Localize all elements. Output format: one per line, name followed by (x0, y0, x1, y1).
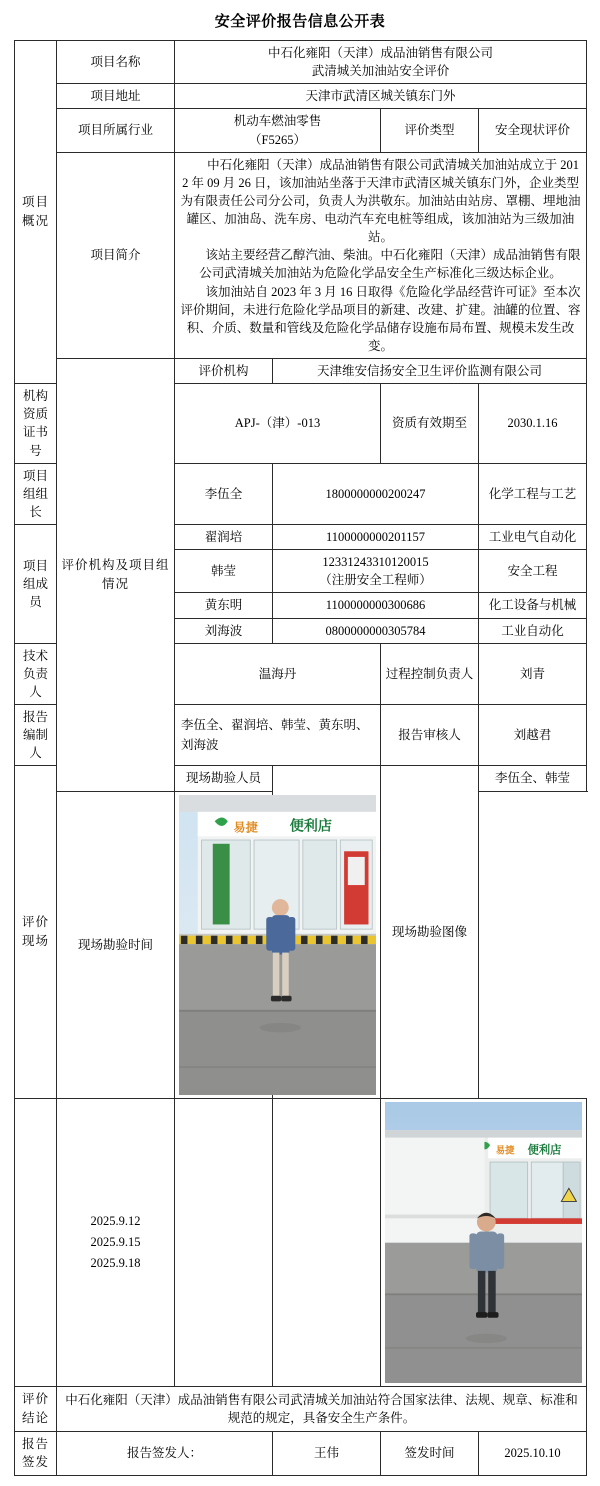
member-name: 翟润培 (175, 525, 273, 550)
member-name: 黄东明 (175, 593, 273, 618)
label-eval-type: 评价类型 (381, 109, 479, 152)
section-label-site-survey-cont (15, 1098, 57, 1386)
table-row (15, 1431, 587, 1476)
section-label-conclusion: 评价结论 (15, 1387, 57, 1432)
svg-text:易捷: 易捷 (495, 1145, 515, 1156)
value-project-name (175, 41, 587, 84)
svg-text:便利店: 便利店 (527, 1144, 562, 1157)
svg-text:易捷: 易捷 (233, 820, 258, 835)
member-cert-no: 0800000000305784 (273, 618, 479, 643)
value-tech-lead: 温海丹 (175, 643, 381, 704)
value-team-leader-no: 1800000000200247 (273, 463, 479, 524)
table-row (15, 152, 587, 358)
value-project-address: 天津市武清区城关镇东门外 (175, 84, 587, 109)
member-major: 工业电气自动化 (479, 525, 587, 550)
label-site-time: 现场勘验时间 (57, 791, 175, 1098)
intro-paragraph-3: 该加油站自 2023 年 3 月 16 日取得《危险化学品经营许可证》至本次评价期间，未进行危险化学品项目的新建、改建、扩建。油罐的位置、容积、介质、数量和管线及危险化学品储存设施布局布置、规模未发生改变。 (180, 284, 581, 353)
section-label-site-survey: 评价现场 (15, 766, 57, 1098)
table-row (15, 41, 587, 84)
value-site-personnel: 李伍全、韩莹 (479, 766, 587, 791)
label-agency-valid: 资质有效期至 (381, 384, 479, 464)
site-date-2: 2025.9.15 (90, 1234, 141, 1249)
label-project-intro: 项目简介 (57, 152, 175, 358)
value-team-leader-major: 化学工程与工艺 (479, 463, 587, 524)
intro-paragraph-1: 中石化雍阳（天津）成品油销售有限公司武清城关加油站成立于 2012 年 09 月 26 日，该加油站坐落于天津市武清区城关镇东门外，企业类型为有限责任公司分公司，负责人为洪敬东。加油站由站房、罩棚、埋地油罐区、加油岛、洗车房、电动汽车充电桩等组成，该加油站为三级加油站。 (180, 157, 581, 245)
value-project-intro (175, 152, 587, 358)
label-signer: 报告签发人： (57, 1431, 273, 1476)
label-agency-cert: 机构资质证书号 (15, 384, 57, 464)
member-cert-no: 1100000000201157 (273, 525, 479, 550)
site-photos-2 (381, 1098, 587, 1386)
label-project-industry: 项目所属行业 (57, 109, 175, 152)
value-project-industry (175, 109, 381, 152)
value-site-dates (57, 1098, 175, 1386)
value-report-reviewer: 刘越君 (479, 705, 587, 766)
member-cert-no: 1100000000300686 (273, 593, 479, 618)
value-conclusion: 中石化雍阳（天津）成品油销售有限公司武清城关加油站符合国家法律、法规、规章、标准和规范的规定，具备安全生产条件。 (57, 1387, 587, 1432)
value-eval-type: 安全现状评价 (479, 109, 587, 152)
site-photo-2 (385, 1102, 582, 1383)
label-project-name: 项目名称 (57, 41, 175, 84)
member-name: 刘海波 (175, 618, 273, 643)
value-agency-valid: 2030.1.16 (479, 384, 587, 464)
member-major: 化工设备与机械 (479, 593, 587, 618)
svg-text:便利店: 便利店 (289, 817, 332, 834)
label-project-address: 项目地址 (57, 84, 175, 109)
member-cert-no-line2: （注册安全工程师） (319, 573, 432, 588)
member-major: 工业自动化 (479, 618, 587, 643)
table-row (15, 84, 587, 109)
site-blank-cell (175, 1098, 273, 1386)
label-site-image: 现场勘验图像 (381, 766, 479, 1098)
label-report-reviewer: 报告审核人 (381, 705, 479, 766)
table-row (15, 359, 587, 384)
intro-paragraph-2: 该站主要经营乙醇汽油、柴油。中石化雍阳（天津）成品油销售有限公司武清城关加油站为危险化学品安全生产标准化三级达标企业。 (199, 248, 581, 281)
member-name: 韩莹 (175, 550, 273, 593)
section-label-issuance: 报告签发 (15, 1431, 57, 1476)
site-image-label-cont (273, 1098, 381, 1386)
member-major: 安全工程 (479, 550, 587, 593)
label-team-leader: 项目组组长 (15, 463, 57, 524)
value-signer: 王伟 (273, 1431, 381, 1476)
industry-line1: 机动车燃油零售 (233, 114, 322, 129)
label-report-writer: 报告编制人 (15, 705, 57, 766)
site-photos (175, 791, 381, 1098)
table-row (15, 109, 587, 152)
project-name-line2: 武清城关加油站安全评价 (311, 64, 450, 79)
info-table (14, 40, 587, 1476)
label-agency-name: 评价机构 (175, 359, 273, 384)
label-site-personnel: 现场勘验人员 (175, 766, 273, 791)
value-report-writers: 李伍全、翟润培、韩莹、黄东明、刘海波 (175, 705, 381, 766)
site-date-1: 2025.9.12 (90, 1213, 141, 1228)
industry-line2: （F5265） (249, 132, 306, 147)
table-row (15, 791, 587, 1098)
label-process-lead: 过程控制负责人 (381, 643, 479, 704)
value-agency-name: 天津维安信扬安全卫生评价监测有限公司 (273, 359, 587, 384)
project-name-line1: 中石化雍阳（天津）成品油销售有限公司 (268, 46, 494, 60)
table-row (15, 1387, 587, 1432)
page-title: 安全评价报告信息公开表 (214, 14, 386, 30)
label-team-members: 项目组成员 (15, 525, 57, 644)
value-team-leader-name: 李伍全 (175, 463, 273, 524)
member-cert-no (273, 550, 479, 593)
section-label-project-overview: 项目概况 (15, 41, 57, 384)
value-issue-date: 2025.10.10 (479, 1431, 587, 1476)
section-label-agency-team: 评价机构及项目组情况 (57, 359, 175, 792)
value-agency-cert: APJ-（津）-013 (175, 384, 381, 464)
value-process-lead: 刘青 (479, 643, 587, 704)
table-row (15, 1098, 587, 1386)
site-date-3: 2025.9.18 (90, 1256, 141, 1271)
label-issue-date: 签发时间 (381, 1431, 479, 1476)
member-cert-no-line1: 12331243310120015 (322, 555, 429, 570)
site-photo-1 (179, 795, 376, 1095)
label-tech-lead: 技术负责人 (15, 643, 57, 704)
